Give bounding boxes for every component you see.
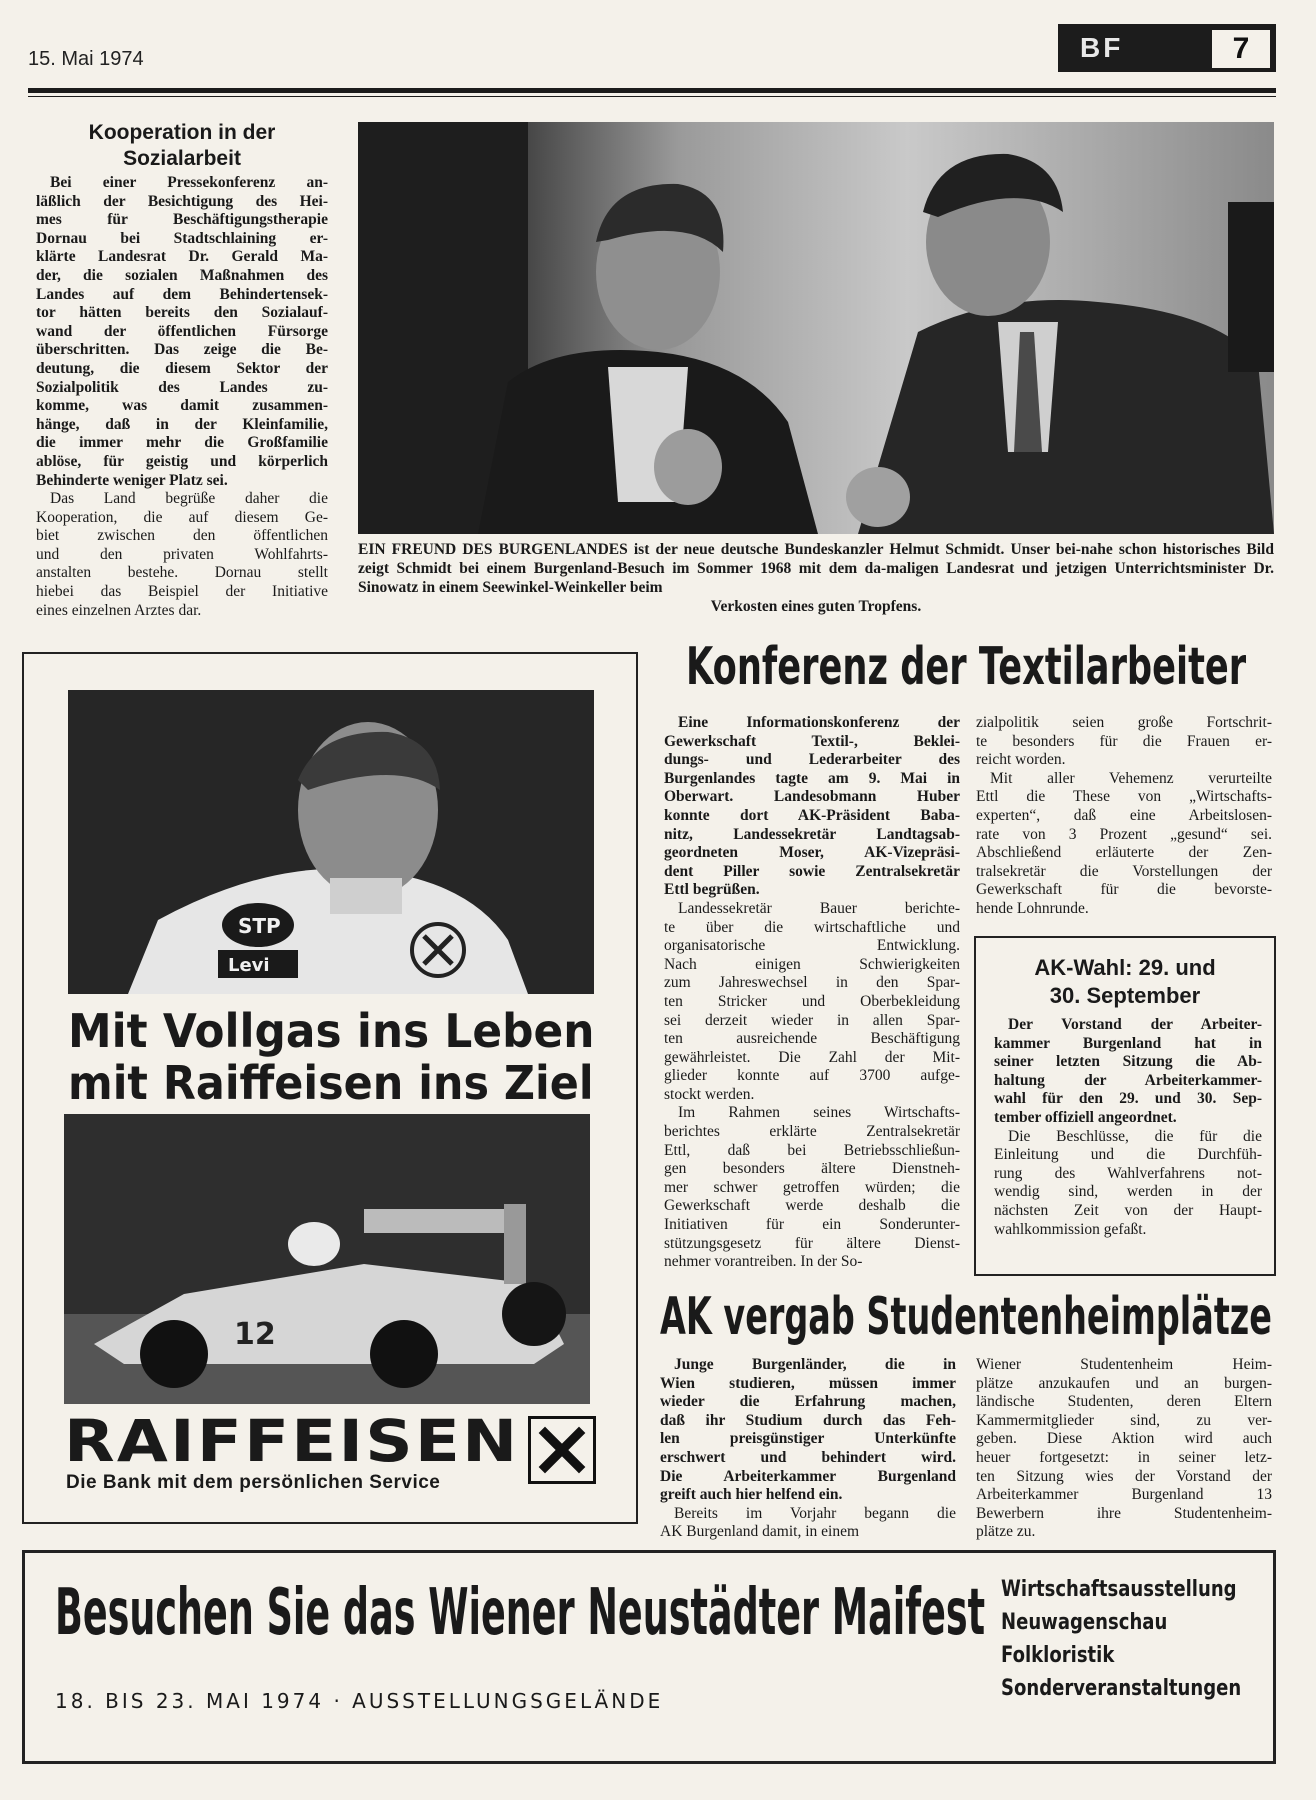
- text-line: läßlich der Besichtigung des Hei-: [36, 192, 328, 210]
- text-line: mes für Beschäftigungstherapie: [36, 211, 328, 229]
- photo-illustration: [358, 122, 1274, 534]
- text-line: Die Beschlüsse, die für die: [1008, 1127, 1262, 1145]
- text-line: Initiativen für ein Sonderunter-: [664, 1216, 960, 1234]
- text-line: ablöse, für geistig und körperlich: [36, 452, 328, 470]
- story-textil-col2-para2: [976, 770, 1272, 919]
- story-kooperation-body: [36, 174, 328, 620]
- text-line: len preisgünstiger Unterkünfte: [660, 1430, 956, 1448]
- text-line: wahl für den 29. und 30. Sep-: [994, 1090, 1262, 1108]
- text-line: hänge, daß in der Kleinfamilie,: [36, 415, 328, 433]
- text-line: Oberwart. Landesobmann Huber: [664, 788, 960, 806]
- maifest-banner: [22, 1550, 1276, 1764]
- text-line: glieder konnte auf 3700 aufge-: [664, 1067, 960, 1085]
- story-textil-col2-para1: [976, 714, 1272, 770]
- text-line: reicht worden.: [976, 751, 1066, 769]
- story-studenten-col1: [660, 1356, 956, 1542]
- text-line: berichtes erklärte Zentralsekretär: [664, 1123, 960, 1141]
- text-line: tor hätten bereits den Sozialauf-: [36, 304, 328, 322]
- text-line: kammer Burgenland hat in: [994, 1034, 1262, 1052]
- text-line: Gewerkschaft werde deshalb die: [664, 1197, 960, 1215]
- text-line: stützungsgesetz für ältere Dienst-: [664, 1234, 960, 1252]
- text-line: Bereits im Vorjahr begann die: [674, 1504, 956, 1522]
- suit-patch-levi: Levi: [228, 955, 270, 976]
- text-line: tember offiziell angeordnet.: [994, 1108, 1177, 1126]
- ak-wahl-para: [994, 1128, 1262, 1240]
- text-line: Gewerkschaft Textil-, Beklei-: [664, 732, 960, 750]
- raiffeisen-logo-icon: [528, 1416, 596, 1484]
- text-line: die immer mehr die Großfamilie: [36, 434, 328, 452]
- text-line: Im Rahmen seines Wirtschafts-: [678, 1104, 960, 1122]
- story-studenten-col2: [976, 1356, 1272, 1542]
- story-textil-col1: [664, 714, 960, 1272]
- text-line: Der Vorstand der Arbeiter-: [1008, 1016, 1262, 1033]
- caption-lead: EIN FREUND DES BURGENLANDES: [358, 541, 628, 558]
- text-line: ten Stricker und Oberbekleidung: [664, 992, 960, 1010]
- text-line: gewährleistet. Die Zahl der Mit-: [664, 1048, 960, 1066]
- text-line: Ettl, daß bei Betriebsschließun-: [664, 1141, 960, 1159]
- text-line: klärte Landesrat Dr. Gerald Ma-: [36, 248, 328, 266]
- maifest-item: Neuwagenschau: [1001, 1610, 1168, 1635]
- text-line: Abschließend erläuterte der Zen-: [976, 844, 1272, 862]
- text-line: stockt werden.: [664, 1085, 755, 1103]
- car-number: 12: [234, 1317, 276, 1352]
- section-label: BF: [1080, 32, 1124, 63]
- text-line: wendig sind, werden in der: [994, 1183, 1262, 1201]
- text-line: dent Piller sowie Zentralsekretär: [664, 862, 960, 880]
- text-line: gen besonders ältere Dienstneh-: [664, 1160, 960, 1178]
- text-line: Eine Informationskonferenz der: [678, 714, 960, 731]
- text-line: Kammermitglieder sind, zu ver-: [976, 1411, 1272, 1429]
- text-line: ten Sitzung wies der Vorstand der: [976, 1467, 1272, 1485]
- story-kooperation-lead: [36, 174, 328, 490]
- text-line: seiner letzten Sitzung die Ab-: [994, 1053, 1262, 1071]
- text-line: nehmer vorantreiben. In der So-: [664, 1253, 863, 1271]
- text-line: hiebei das Beispiel der Initiative: [36, 583, 328, 601]
- text-line: AK Burgenland damit, in einem: [660, 1523, 860, 1541]
- text-line: erschwert und behindert wird.: [660, 1448, 956, 1466]
- text-line: Mit aller Vehemenz verurteilte: [990, 769, 1272, 787]
- text-line: geben. Diese Aktion wird auch: [976, 1430, 1272, 1448]
- page-number: 7: [1212, 30, 1270, 68]
- story-textil-col2: [976, 714, 1272, 919]
- text-line: mer schwer getroffen würden; die: [664, 1178, 960, 1196]
- story-kooperation-headline: [36, 120, 328, 172]
- ad-slogan-line1: Mit Vollgas ins Leben: [68, 1004, 595, 1058]
- text-line: nitz, Landessekretär Landtagsab-: [664, 825, 960, 843]
- news-photo: [358, 122, 1274, 534]
- story-textil-para2: [664, 900, 960, 1105]
- maifest-item: Wirtschaftsausstellung: [1001, 1577, 1237, 1602]
- text-line: geordneten Moser, AK-Vizepräsi-: [664, 844, 960, 862]
- text-line: wahlkommission gefaßt.: [994, 1220, 1147, 1238]
- ak-wahl-body: [976, 1010, 1274, 1239]
- text-line: Behinderte weniger Platz sei.: [36, 471, 228, 489]
- story-textil-lead: [664, 714, 960, 900]
- text-line: Bewerbern ihre Studentenheim-: [976, 1504, 1272, 1522]
- text-line: organisatorische Entwicklung.: [664, 937, 960, 955]
- text-line: zialpolitik seien große Fortschrit-: [976, 714, 1272, 731]
- story-textil-para3: [664, 1104, 960, 1271]
- ak-wahl-box: [974, 936, 1276, 1276]
- text-line: Wien studieren, müssen immer: [660, 1374, 956, 1392]
- text-line: wieder die Erfahrung machen,: [660, 1393, 956, 1411]
- text-line: te über die wirtschaftliche und: [664, 918, 960, 936]
- text-line: hende Lohnrunde.: [976, 899, 1089, 917]
- text-line: plätze anzukaufen und an burgen-: [976, 1374, 1272, 1392]
- text-line: Dornau bei Stadtschlaining er-: [36, 229, 328, 247]
- text-line: greift auch hier helfend ein.: [660, 1486, 843, 1504]
- text-line: heuer fortgesetzt: in seiner letz-: [976, 1448, 1272, 1466]
- text-line: Junge Burgenländer, die in: [674, 1356, 956, 1373]
- text-line: Burgenlandes tagte am 9. Mai in: [664, 769, 960, 787]
- text-line: deutung, die diesem Sektor der: [36, 359, 328, 377]
- text-line: wand der öffentlichen Fürsorge: [36, 322, 328, 340]
- story-studenten-lead: [660, 1356, 956, 1505]
- text-line: te besonders für die Frauen er-: [976, 732, 1272, 750]
- text-line: sei derzeit wieder in allen Spar-: [664, 1011, 960, 1029]
- text-line: Bei einer Pressekonferenz an-: [50, 174, 328, 191]
- maifest-dates: 18. BIS 23. MAI 1974 · AUSSTELLUNGSGELÄNDE: [55, 1689, 664, 1713]
- ad-brand: RAIFFEISEN: [64, 1407, 520, 1475]
- header-rule-thin: [28, 96, 1276, 97]
- text-line: plätze zu.: [976, 1523, 1036, 1541]
- caption-text: ist der neue deutsche Bundeskanzler Helmut Schmidt. Unser bei-nahe schon historisches Bild zeigt Schmidt bei einem Burgenland-Besuch im Sommer 1968 mit dem da-maligen Landesrat und jetzigen Unterrichtsminister Dr. Sinowatz in einem Seewinkel-Weinkeller beim: [358, 541, 1274, 596]
- suit-patch-stp: STP: [238, 914, 281, 938]
- text-line: Landessekretär Bauer berichte-: [678, 899, 960, 917]
- ak-wahl-headline: [976, 954, 1274, 1010]
- maifest-item: Sonderveranstaltungen: [1001, 1676, 1242, 1701]
- story-studenten-headline: AK vergab Studentenheimplätze: [660, 1287, 1272, 1347]
- text-line: haltung der Arbeiterkammer-: [994, 1071, 1262, 1089]
- text-line: komme, was damit zusammen-: [36, 397, 328, 415]
- headline-line: AK-Wahl: 29. und: [1034, 955, 1216, 980]
- ad-racecar-photo: [64, 1114, 590, 1404]
- header-rule: [28, 88, 1276, 93]
- text-line: Ettl begrüßen.: [664, 881, 760, 899]
- text-line: Sozialpolitik des Landes zu-: [36, 378, 328, 396]
- text-line: Gewerkschaft für die bevorste-: [976, 881, 1272, 899]
- maifest-headline: Besuchen Sie das Wiener Neustädter Maifest: [55, 1576, 986, 1650]
- text-line: eines einzelnen Arztes dar.: [36, 601, 202, 619]
- text-line: überschritten. Das zeige die Be-: [36, 341, 328, 359]
- story-studenten-para2: [660, 1505, 956, 1542]
- maifest-item: Folkloristik: [1001, 1643, 1115, 1668]
- issue-date: 15. Mai 1974: [28, 48, 144, 70]
- section-badge: [1058, 24, 1276, 72]
- ad-portrait-photo: [68, 690, 594, 994]
- text-line: Kooperation, die auf diesem Ge-: [36, 508, 328, 526]
- ak-wahl-lead: [994, 1016, 1262, 1128]
- text-line: der, die sozialen Maßnahmen des: [36, 266, 328, 284]
- text-line: rate von 3 Prozent „gesund“ sei.: [976, 825, 1272, 843]
- text-line: Das Land begrüße daher die: [50, 490, 328, 508]
- text-line: Arbeiterkammer Burgenland 13: [976, 1486, 1272, 1504]
- text-line: Wiener Studentenheim Heim-: [976, 1356, 1272, 1373]
- crossed-gables-icon: [537, 1425, 587, 1475]
- text-line: biet zwischen den öffentlichen: [36, 527, 328, 545]
- story-textil-headline: Konferenz der Textilarbeiter: [686, 637, 1247, 697]
- text-line: zum Jahreswechsel in den Spar-: [664, 974, 960, 992]
- text-line: Nach einigen Schwierigkeiten: [664, 955, 960, 973]
- raiffeisen-ad: [22, 652, 638, 1524]
- text-line: konnte dort AK-Präsident Baba-: [664, 806, 960, 824]
- text-line: und den privaten Wohlfahrts-: [36, 545, 328, 563]
- text-line: Landes auf dem Behindertensek-: [36, 285, 328, 303]
- headline-line: Kooperation in der: [88, 121, 276, 144]
- text-line: dungs- und Lederarbeiter des: [664, 751, 960, 769]
- headline-line: 30. September: [1049, 983, 1201, 1008]
- text-line: nächsten Zeit von der Haupt-: [994, 1201, 1262, 1219]
- text-line: experten“, daß eine Arbeitslosen-: [976, 806, 1272, 824]
- headline-line: Sozialarbeit: [123, 147, 241, 170]
- photo-caption: [358, 540, 1274, 616]
- ad-slogan-line2: mit Raiffeisen ins Ziel: [68, 1056, 594, 1110]
- caption-last-line: Verkosten eines guten Tropfens.: [710, 598, 922, 615]
- text-line: ten ausreichende Beschäftigung: [664, 1030, 960, 1048]
- ad-tagline: Die Bank mit dem persönlichen Service: [66, 1472, 441, 1493]
- driver-portrait: [68, 690, 594, 994]
- text-line: anstalten bestehe. Dornau stellt: [36, 564, 328, 582]
- story-kooperation-para: [36, 490, 328, 620]
- text-line: tralsekretär die Vorstellungen der: [976, 862, 1272, 880]
- racecar-illustration: [64, 1114, 590, 1404]
- text-line: rung des Wahlverfahrens not-: [994, 1164, 1262, 1182]
- text-line: daß ihr Studium durch das Feh-: [660, 1411, 956, 1429]
- text-line: Ettl die These von „Wirtschafts-: [976, 788, 1272, 806]
- story-kooperation: [36, 120, 328, 620]
- story-studenten-col2-para: [976, 1356, 1272, 1542]
- text-line: Die Arbeiterkammer Burgenland: [660, 1467, 956, 1485]
- maifest-items: [1001, 1573, 1242, 1705]
- text-line: Einleitung und die Durchfüh-: [994, 1146, 1262, 1164]
- text-line: ländische Studenten, deren Eltern: [976, 1393, 1272, 1411]
